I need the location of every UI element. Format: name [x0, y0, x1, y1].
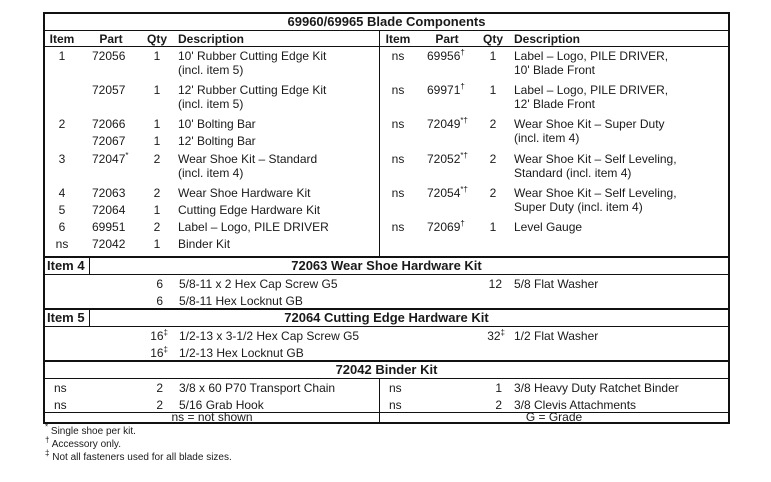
table-row-part: 72069†	[427, 219, 465, 234]
table-row-item: 3	[58, 152, 66, 166]
table-row-part: 72049*†	[427, 116, 468, 131]
header-qty: Qty	[146, 32, 167, 46]
table-row-qty: 2	[153, 152, 161, 166]
table-row-description: Level Gauge	[514, 220, 583, 234]
section-title: 72064 Cutting Edge Hardware Kit	[284, 310, 489, 325]
header-item-right: Item	[385, 32, 411, 46]
table-row-part: 69956†	[427, 48, 465, 63]
table-row-description: 10' Rubber Cutting Edge Kit	[178, 49, 327, 63]
table-row-item: ns	[391, 152, 405, 166]
table-row-part: 72063	[92, 186, 126, 200]
table-row-description-cont: Standard (incl. item 4)	[514, 166, 632, 180]
table-row-description: Wear Shoe Kit – Standard	[178, 152, 318, 166]
table-row-description: 10' Bolting Bar	[178, 117, 256, 131]
kit-row-qty: 2	[156, 398, 163, 412]
table-row-qty: 1	[153, 203, 161, 217]
section-item-label: Item 5	[47, 310, 85, 325]
table-row-description-cont: 10' Blade Front	[514, 63, 596, 77]
kit-row-description: 1/2-13 Hex Locknut GB	[179, 346, 304, 360]
table-row-item: ns	[391, 186, 405, 200]
table-row-description: Wear Shoe Kit – Self Leveling,	[514, 186, 677, 200]
table-row-qty: 1	[153, 237, 161, 251]
table-row-qty: 2	[489, 117, 497, 131]
table-row-part: 72067	[92, 134, 126, 148]
table-row-item: ns	[391, 117, 405, 131]
table-row-qty: 1	[153, 117, 161, 131]
header-description-right: Description	[514, 32, 581, 46]
kit-row-description: 3/8 x 60 P70 Transport Chain	[179, 381, 336, 395]
kit-row-item: ns	[389, 381, 402, 395]
kit-row-qty: 16‡	[150, 345, 168, 360]
table-title: 69960/69965 Blade Components	[287, 14, 486, 29]
kit-row-item: ns	[54, 398, 67, 412]
header-description: Description	[178, 32, 245, 46]
table-row-part: 69951	[92, 220, 126, 234]
header-qty-right: Qty	[482, 32, 503, 46]
kit-row-qty: 2	[495, 398, 502, 412]
legend-grade: G = Grade	[525, 410, 583, 424]
table-row-description: Wear Shoe Hardware Kit	[178, 186, 311, 200]
table-row-part: 72052*†	[427, 151, 468, 166]
table-row-part: 72056	[92, 49, 126, 63]
kit-row-item: ns	[389, 398, 402, 412]
table-row-description: 12' Bolting Bar	[178, 134, 256, 148]
table-row-part: 72047*	[92, 151, 129, 166]
table-row-description: Binder Kit	[178, 237, 231, 251]
section-title: 72063 Wear Shoe Hardware Kit	[291, 258, 482, 273]
kit-row-description: 3/8 Clevis Attachments	[514, 398, 637, 412]
table-row-description-cont: Super Duty (incl. item 4)	[514, 200, 643, 214]
table-row-description: Wear Shoe Kit – Self Leveling,	[514, 152, 677, 166]
table-row-item: 2	[58, 117, 66, 131]
table-row-description: Label – Logo, PILE DRIVER,	[514, 83, 669, 97]
section-item-label: Item 4	[47, 258, 85, 273]
table-row-qty: 1	[489, 220, 497, 234]
header-part-right: Part	[435, 32, 459, 46]
kit-row-description: 5/8-11 x 2 Hex Cap Screw G5	[179, 277, 338, 291]
parts-table	[43, 12, 730, 424]
divider	[45, 274, 728, 275]
table-row-description: Cutting Edge Hardware Kit	[178, 203, 321, 217]
kit-row-qty: 6	[156, 294, 163, 308]
kit-row-qty: 6	[156, 277, 163, 291]
table-row-description: Wear Shoe Kit – Super Duty	[514, 117, 665, 131]
footnote: ‡ Not all fasteners used for all blade sizes.	[45, 448, 232, 463]
kit-row-qty: 1	[495, 381, 502, 395]
kit-row-description: 5/8-11 Hex Locknut GB	[179, 294, 303, 308]
footnote: * Single shoe per kit.	[45, 422, 136, 437]
table-row-item: 6	[58, 220, 66, 234]
table-row-part: 72057	[92, 83, 126, 97]
kit-row-qty: 12	[488, 277, 502, 291]
table-row-item: 1	[58, 49, 66, 63]
table-row-qty: 1	[153, 83, 161, 97]
table-row-description-cont: (incl. item 5)	[178, 63, 244, 77]
table-row-qty: 1	[489, 49, 497, 63]
divider	[45, 46, 728, 47]
kit-row-item: ns	[54, 381, 67, 395]
table-row-description-cont: (incl. item 4)	[178, 166, 244, 180]
divider	[45, 30, 728, 31]
table-row-part: 72054*†	[427, 185, 468, 200]
table-row-item: 5	[58, 203, 66, 217]
cell-divider	[89, 258, 90, 274]
table-row-qty: 2	[153, 186, 161, 200]
footnote: † Accessory only.	[45, 435, 121, 450]
table-row-qty: 1	[153, 49, 161, 63]
header-part: Part	[99, 32, 123, 46]
table-row-description: Label – Logo, PILE DRIVER	[178, 220, 329, 234]
header-item: Item	[49, 32, 75, 46]
table-row-item: ns	[55, 237, 69, 251]
table-row-qty: 2	[489, 186, 497, 200]
divider	[45, 326, 728, 327]
kit-row-qty: 32‡	[487, 328, 505, 343]
table-row-qty: 1	[153, 134, 161, 148]
table-row-qty: 1	[489, 83, 497, 97]
kit-row-qty: 16‡	[150, 328, 168, 343]
kit-row-description: 1/2 Flat Washer	[514, 329, 599, 343]
legend-not-shown: ns = not shown	[171, 410, 253, 424]
table-row-qty: 2	[489, 152, 497, 166]
kit-row-qty: 2	[156, 381, 163, 395]
table-row-description-cont: (incl. item 5)	[178, 97, 244, 111]
table-row-description-cont: 12' Blade Front	[514, 97, 596, 111]
cell-divider	[89, 310, 90, 326]
section-title: 72042 Binder Kit	[335, 362, 438, 377]
table-row-qty: 2	[153, 220, 161, 234]
table-row-item: ns	[391, 83, 405, 97]
kit-row-description: 3/8 Heavy Duty Ratchet Binder	[514, 381, 679, 395]
table-row-item: ns	[391, 49, 405, 63]
table-row-part: 72042	[92, 237, 126, 251]
column-divider	[379, 30, 380, 257]
table-row-part: 72064	[92, 203, 126, 217]
divider	[45, 378, 728, 379]
kit-row-description: 5/16 Grab Hook	[179, 398, 264, 412]
table-row-part: 72066	[92, 117, 126, 131]
table-row-description-cont: (incl. item 4)	[514, 131, 580, 145]
table-row-item: 4	[58, 186, 66, 200]
kit-row-description: 5/8 Flat Washer	[514, 277, 599, 291]
table-row-description: 12' Rubber Cutting Edge Kit	[178, 83, 327, 97]
table-row-item: ns	[391, 220, 405, 234]
table-row-part: 69971†	[427, 82, 465, 97]
table-row-description: Label – Logo, PILE DRIVER,	[514, 49, 669, 63]
kit-row-description: 1/2-13 x 3-1/2 Hex Cap Screw G5	[179, 329, 360, 343]
